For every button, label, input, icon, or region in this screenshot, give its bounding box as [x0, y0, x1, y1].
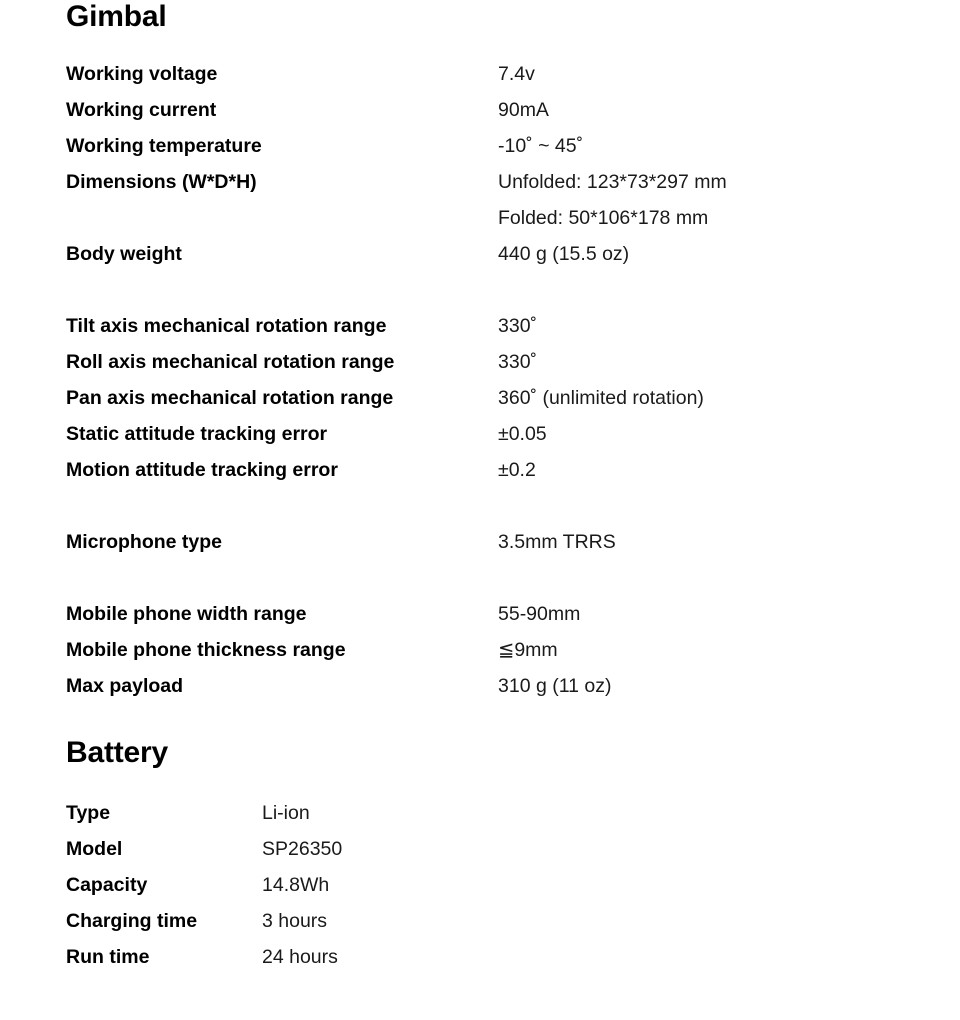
table-row	[66, 308, 704, 344]
table-row	[66, 795, 342, 831]
spec-label: Mobile phone width range	[66, 603, 307, 625]
spec-value: 14.8Wh	[262, 874, 330, 896]
spec-label: Microphone type	[66, 531, 223, 553]
spec-value: 310 g (11 oz)	[498, 675, 612, 697]
spec-value-line-1: Unfolded: 123*73*297 mm	[498, 171, 727, 193]
table-row	[66, 668, 611, 704]
spec-value: ±0.05	[498, 423, 547, 445]
spec-label: Body weight	[66, 243, 182, 265]
spec-label: Run time	[66, 946, 150, 968]
spec-label: Motion attitude tracking error	[66, 459, 338, 481]
spec-value: ≦9mm	[498, 639, 558, 661]
spec-value: Li-ion	[262, 802, 310, 824]
table-row	[66, 831, 342, 867]
spec-group-gimbal-rotation	[66, 308, 704, 488]
spec-label: Working current	[66, 99, 217, 121]
table-row	[66, 380, 704, 416]
table-row	[66, 164, 727, 236]
table-row	[66, 596, 611, 632]
table-row	[66, 867, 342, 903]
spec-value: 3 hours	[262, 910, 328, 932]
spec-label: Mobile phone thickness range	[66, 639, 346, 661]
spec-label: Tilt axis mechanical rotation range	[66, 315, 387, 337]
table-row	[66, 939, 342, 975]
spec-label: Charging time	[66, 910, 198, 932]
spec-label: Capacity	[66, 874, 148, 896]
spec-group-gimbal-microphone	[66, 524, 616, 560]
spec-group-battery	[66, 795, 342, 975]
spec-label: Dimensions (W*D*H)	[66, 171, 257, 193]
table-row	[66, 632, 611, 668]
spec-label: Roll axis mechanical rotation range	[66, 351, 395, 373]
section-title-gimbal: Gimbal	[66, 0, 167, 33]
spec-value-line-2: Folded: 50*106*178 mm	[498, 207, 709, 229]
spec-label: Max payload	[66, 675, 184, 697]
spec-value: 24 hours	[262, 946, 338, 968]
spec-value: 330˚	[498, 315, 538, 337]
table-row	[66, 452, 704, 488]
table-row	[66, 92, 727, 128]
spec-label: Working voltage	[66, 63, 218, 85]
spec-value: 7.4v	[498, 63, 535, 85]
spec-value: 90mA	[498, 99, 549, 121]
spec-value: 3.5mm TRRS	[498, 531, 616, 553]
table-row	[66, 56, 727, 92]
spec-label: Static attitude tracking error	[66, 423, 328, 445]
spec-value: 330˚	[498, 351, 538, 373]
spec-group-gimbal-phone	[66, 596, 611, 704]
spec-label: Pan axis mechanical rotation range	[66, 387, 394, 409]
spec-value: 55-90mm	[498, 603, 581, 625]
spec-value: 440 g (15.5 oz)	[498, 243, 630, 265]
table-row	[66, 344, 704, 380]
spec-group-gimbal-general	[66, 56, 727, 272]
section-title-battery: Battery	[66, 736, 168, 769]
spec-label: Working temperature	[66, 135, 262, 157]
spec-value: SP26350	[262, 838, 343, 860]
spec-value: ±0.2	[498, 459, 536, 481]
spec-label: Type	[66, 802, 111, 824]
spec-value: -10˚ ~ 45˚	[498, 135, 584, 157]
spec-value	[498, 164, 727, 236]
table-row	[66, 236, 727, 272]
table-row	[66, 524, 616, 560]
table-row	[66, 416, 704, 452]
spec-value: 360˚ (unlimited rotation)	[498, 387, 704, 409]
table-row	[66, 128, 727, 164]
spec-label: Model	[66, 838, 123, 860]
table-row	[66, 903, 342, 939]
